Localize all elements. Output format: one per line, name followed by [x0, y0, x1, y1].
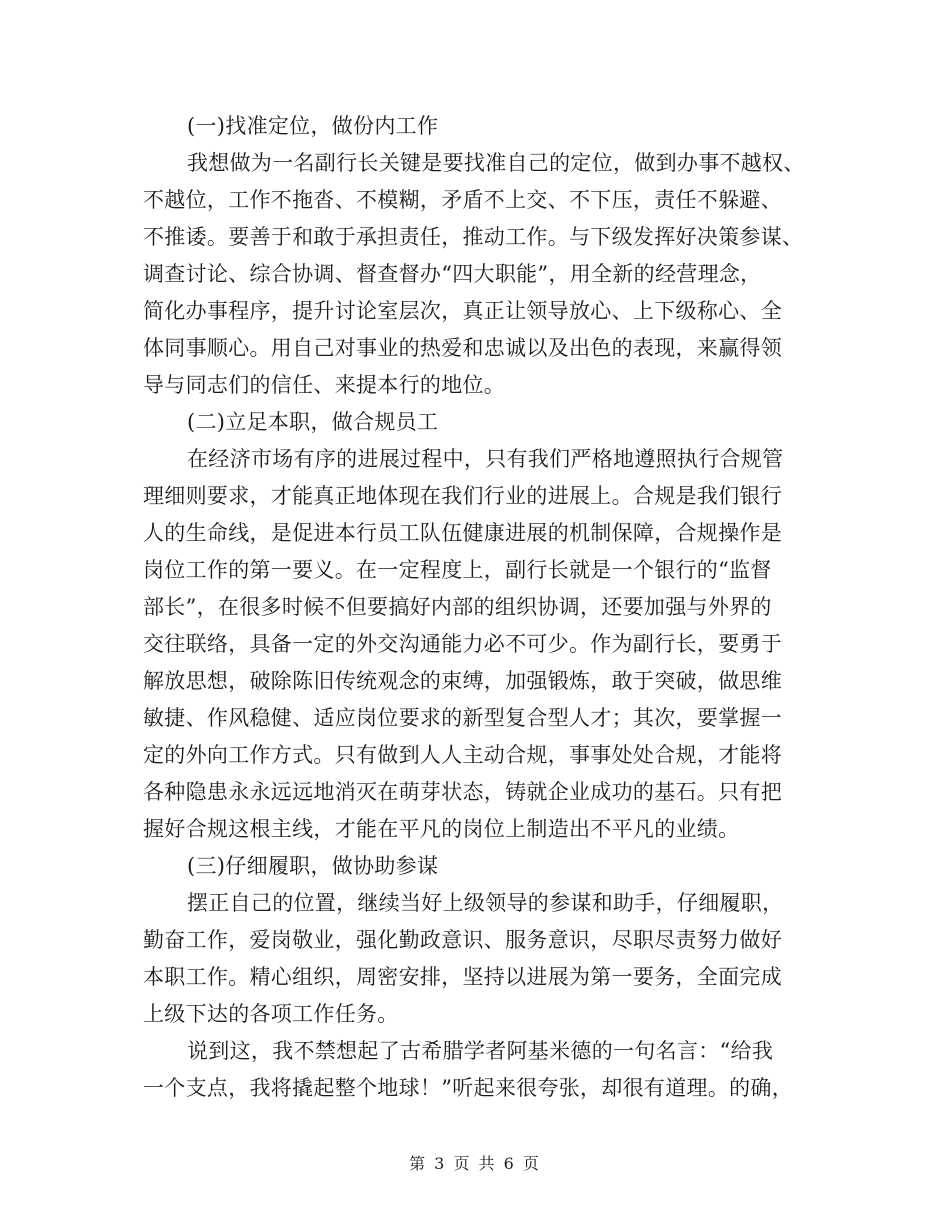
- text-line: 说到这，我不禁想起了古希腊学者阿基米德的一句名言：“给我: [187, 1039, 774, 1063]
- text-line: 简化办事程序，提升讨论室层次，真正让领导放心、上下级称心、全: [143, 299, 782, 323]
- text-line: (一)找准定位，做份内工作: [187, 114, 439, 138]
- text-line: 勤奋工作，爱岗敬业，强化勤政意识、服务意识，尽职尽责努力做好: [143, 928, 782, 952]
- text-line: 本职工作。精心组织，周密安排，坚持以进展为第一要务，全面完成: [143, 965, 782, 989]
- text-line: 定的外向工作方式。只有做到人人主动合规，事事处处合规，才能将: [143, 743, 782, 767]
- text-line: (三)仔细履职，做协助参谋: [187, 854, 439, 878]
- text-line: 不推诿。要善于和敢于承担责任，推动工作。与下级发挥好决策参谋、: [143, 225, 804, 249]
- text-line: 一个支点，我将撬起整个地球！”听起来很夸张，却很有道理。的确，: [143, 1076, 794, 1100]
- text-line: 岗位工作的第一要义。在一定程度上，副行长就是一个银行的“监督: [143, 558, 772, 582]
- text-line: 握好合规这根主线，才能在平凡的岗位上制造出不平凡的业绩。: [143, 817, 740, 841]
- text-line: 人的生命线，是促进本行员工队伍健康进展的机制保障，合规操作是: [143, 521, 782, 545]
- text-line: 部长”，在很多时候不但要搞好内部的组织协调，还要加强与外界的: [143, 595, 772, 619]
- text-line: 导与同志们的信任、来提本行的地位。: [143, 373, 506, 397]
- text-line: 在经济市场有序的进展过程中，只有我们严格地遵照执行合规管: [187, 447, 784, 471]
- text-line: 不越位，工作不拖沓、不模糊，矛盾不上交、不下压，责任不躲避、: [143, 188, 782, 212]
- text-line: 各种隐患永永远远地消灭在萌芽状态，铸就企业成功的基石。只有把: [143, 780, 782, 804]
- document-body: [143, 108, 808, 1107]
- text-line: 理细则要求，才能真正地体现在我们行业的进展上。合规是我们银行: [143, 484, 782, 508]
- text-line: 摆正自己的位置，继续当好上级领导的参谋和助手，仔细履职，: [187, 891, 784, 915]
- text-line: 上级下达的各项工作任务。: [143, 1002, 399, 1026]
- text-line: 调查讨论、综合协调、督查督办“四大职能”，用全新的经营理念，: [143, 262, 762, 286]
- text-line: 解放思想，破除陈旧传统观念的束缚，加强锻炼，敢于突破，做思维: [143, 669, 782, 693]
- text-line: (二)立足本职，做合规员工: [187, 410, 439, 434]
- text-line: 敏捷、作风稳健、适应岗位要求的新型复合型人才；其次，要掌握一: [143, 706, 782, 730]
- text-line: 体同事顺心。用自己对事业的热爱和忠诚以及出色的表现，来赢得领: [143, 336, 782, 360]
- text-line: 交往联络，具备一定的外交沟通能力必不可少。作为副行长，要勇于: [143, 632, 782, 656]
- page-footer: 第 3 页 共 6 页: [409, 1154, 541, 1173]
- text-line: 我想做为一名副行长关键是要找准自己的定位，做到办事不越权、: [187, 151, 805, 175]
